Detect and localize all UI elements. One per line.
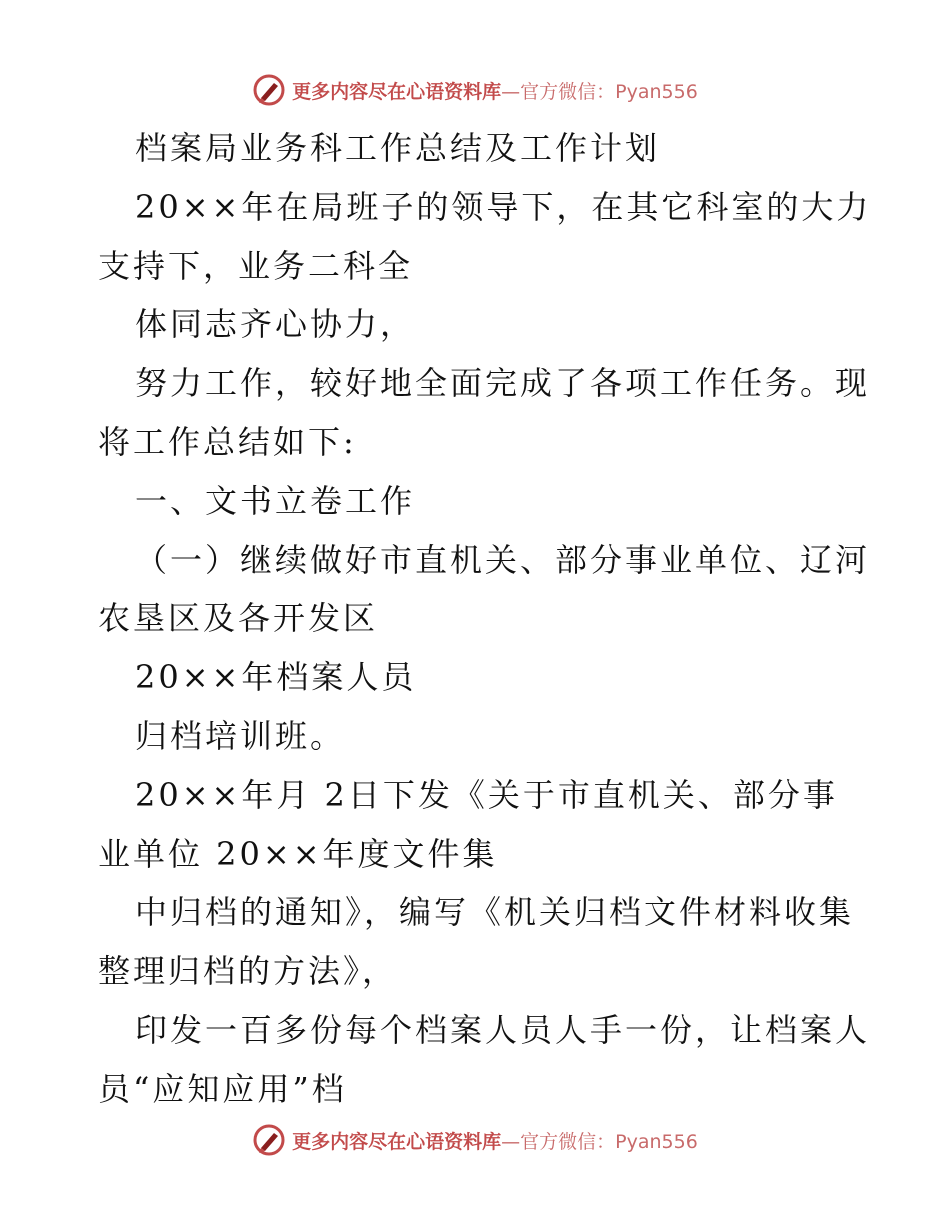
header-banner: [0, 70, 950, 110]
banner-title: 更多内容尽在心语资料库: [292, 80, 502, 103]
text-line: 整理归档的方法》，: [98, 952, 398, 991]
footer-banner: [0, 1120, 950, 1160]
banner-text: [292, 1127, 698, 1154]
banner-title: 更多内容尽在心语资料库: [292, 1130, 502, 1153]
text-line: 农垦区及各开发区: [98, 599, 379, 638]
text-line: 印发一百多份每个档案人员人手一份，让档案人: [135, 1010, 871, 1049]
text-line: 努力工作，较好地全面完成了各项工作任务。现: [135, 364, 871, 403]
text-line: 体同志齐心协力，: [135, 305, 416, 344]
text-line: 20××年在局班子的领导下，在其它科室的大力: [135, 187, 872, 226]
text-line: 支持下，业务二科全: [98, 246, 414, 285]
pen-logo-icon: [252, 1123, 286, 1157]
banner-wechat: —官方微信：Pyan556: [501, 1130, 698, 1153]
text-line: 业单位 20××年度文件集: [98, 834, 498, 873]
banner-wechat: —官方微信：Pyan556: [501, 80, 698, 103]
text-line: 归档培训班。: [135, 716, 346, 755]
text-line: 档案局业务科工作总结及工作计划: [135, 129, 661, 167]
text-line: （一）继续做好市直机关、部分事业单位、辽河: [135, 540, 871, 579]
text-line: 一、文书立卷工作: [135, 481, 416, 520]
pen-logo-icon: [252, 73, 286, 107]
text-line: 员“应知应用”档: [98, 1069, 347, 1108]
banner-text: [292, 77, 698, 104]
text-line: 20××年月 2日下发《关于市直机关、部分事: [135, 775, 838, 814]
text-line: 将工作总结如下:: [98, 422, 357, 461]
text-line: 中归档的通知》，编写《机关归档文件材料收集: [135, 893, 855, 932]
text-line: 20××年档案人员: [135, 658, 417, 697]
document-body: [98, 119, 872, 1119]
